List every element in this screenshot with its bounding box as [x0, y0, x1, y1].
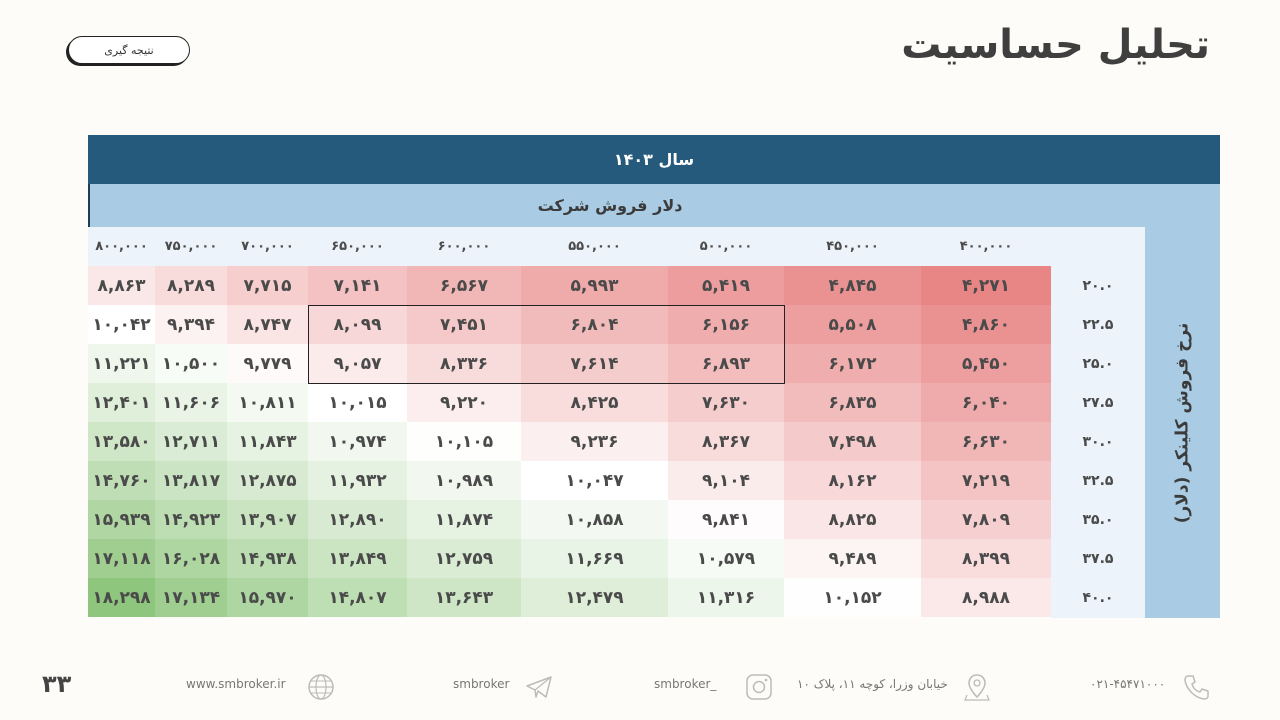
page-number: ۳۳ — [42, 670, 72, 698]
table-cell: ۱۳,۸۱۷ — [155, 461, 227, 500]
table-cell: ۱۱,۶۶۹ — [521, 539, 668, 578]
telegram-handle[interactable]: smbroker — [453, 677, 510, 691]
table-cell: ۴,۸۴۵ — [784, 266, 921, 305]
website-link[interactable]: www.smbroker.ir — [186, 677, 286, 691]
table-cell: ۱۲,۴۷۹ — [521, 578, 668, 617]
table-cell: ۵,۵۰۸ — [784, 305, 921, 344]
table-cell: ۹,۷۷۹ — [227, 344, 308, 383]
table-cell: ۷,۱۴۱ — [308, 266, 407, 305]
table-cell: ۹,۴۸۹ — [784, 539, 921, 578]
row-header: ۲۵.۰ — [1082, 355, 1114, 372]
column-header: ۵۵۰,۰۰۰ — [568, 239, 621, 254]
table-cell: ۱۰,۵۷۹ — [668, 539, 784, 578]
column-header: ۴۰۰,۰۰۰ — [959, 239, 1013, 254]
table-cell: ۱۰,۵۰۰ — [155, 344, 227, 383]
table-cell: ۹,۱۰۴ — [668, 461, 784, 500]
table-cell: ۸,۱۶۲ — [784, 461, 921, 500]
table-cell: ۹,۳۹۴ — [155, 305, 227, 344]
table-cell: ۱۰,۰۴۲ — [88, 305, 155, 344]
address-text: خیابان وزرا، کوچه ۱۱، پلاک ۱۰ — [797, 677, 948, 691]
row-header: ۳۲.۵ — [1082, 472, 1114, 489]
table-cell: ۱۴,۷۶۰ — [88, 461, 155, 500]
table-cell: ۱۱,۸۴۳ — [227, 422, 308, 461]
row-header: ۳۰.۰ — [1082, 433, 1114, 450]
table-cell: ۸,۹۸۸ — [921, 578, 1051, 617]
table-cell: ۴,۲۷۱ — [921, 266, 1051, 305]
table-cell: ۱۴,۹۳۸ — [227, 539, 308, 578]
table-cell: ۱۲,۷۵۹ — [407, 539, 521, 578]
table-cell: ۱۲,۷۱۱ — [155, 422, 227, 461]
table-cell: ۴,۸۶۰ — [921, 305, 1051, 344]
table-cell: ۱۲,۸۷۵ — [227, 461, 308, 500]
row-header: ۲۷.۵ — [1082, 394, 1114, 411]
table-cell: ۱۱,۳۱۶ — [668, 578, 784, 617]
table-cell: ۹,۰۵۷ — [308, 344, 407, 383]
table-cell: ۷,۶۱۴ — [521, 344, 668, 383]
table-cell: ۷,۴۹۸ — [784, 422, 921, 461]
table-cell: ۱۰,۹۷۴ — [308, 422, 407, 461]
table-cell: ۱۰,۸۵۸ — [521, 500, 668, 539]
table-cell: ۶,۶۳۰ — [921, 422, 1051, 461]
phone-icon — [1182, 672, 1212, 702]
table-cell: ۷,۸۰۹ — [921, 500, 1051, 539]
table-cell: ۹,۲۳۶ — [521, 422, 668, 461]
table-cell: ۱۰,۱۰۵ — [407, 422, 521, 461]
instagram-handle[interactable]: smbroker_ — [654, 677, 717, 691]
location-pin-icon — [962, 672, 992, 702]
table-cell: ۸,۲۸۹ — [155, 266, 227, 305]
table-title: سال ۱۴۰۳ — [88, 135, 1220, 184]
table-cell: ۱۶,۰۲۸ — [155, 539, 227, 578]
table-cell: ۶,۰۴۰ — [921, 383, 1051, 422]
table-cell: ۱۰,۹۸۹ — [407, 461, 521, 500]
table-cell: ۱۳,۹۰۷ — [227, 500, 308, 539]
table-cell: ۵,۴۱۹ — [668, 266, 784, 305]
conclusion-nav-button[interactable]: نتیجه گیری — [68, 36, 190, 64]
table-cell: ۸,۸۶۳ — [88, 266, 155, 305]
row-header: ۳۷.۵ — [1082, 550, 1114, 567]
column-header: ۶۰۰,۰۰۰ — [437, 239, 491, 254]
table-cell: ۱۳,۵۸۰ — [88, 422, 155, 461]
column-header: ۵۰۰,۰۰۰ — [699, 239, 753, 254]
table-cell: ۷,۲۱۹ — [921, 461, 1051, 500]
table-cell: ۹,۲۲۰ — [407, 383, 521, 422]
table-cell: ۷,۷۱۵ — [227, 266, 308, 305]
table-cell: ۸,۸۲۵ — [784, 500, 921, 539]
table-cell: ۵,۹۹۳ — [521, 266, 668, 305]
row-header: ۲۲.۵ — [1082, 316, 1114, 333]
table-cell: ۱۰,۱۵۲ — [784, 578, 921, 617]
table-cell: ۱۲,۸۹۰ — [308, 500, 407, 539]
table-cell: ۱۷,۱۳۴ — [155, 578, 227, 617]
table-cell: ۶,۱۷۲ — [784, 344, 921, 383]
table-cell: ۱۰,۸۱۱ — [227, 383, 308, 422]
table-cell: ۷,۴۵۱ — [407, 305, 521, 344]
table-cell: ۶,۸۳۵ — [784, 383, 921, 422]
column-group-header: دلار فروش شرکت — [88, 184, 1220, 227]
row-header: ۲۰.۰ — [1082, 277, 1114, 294]
table-cell: ۹,۸۴۱ — [668, 500, 784, 539]
column-header: ۷۵۰,۰۰۰ — [164, 239, 218, 254]
table-cell: ۸,۰۹۹ — [308, 305, 407, 344]
column-header: ۷۰۰,۰۰۰ — [241, 239, 294, 254]
table-cell: ۱۱,۸۷۴ — [407, 500, 521, 539]
table-cell: ۱۵,۹۷۰ — [227, 578, 308, 617]
column-header: ۶۵۰,۰۰۰ — [331, 239, 384, 254]
table-cell: ۱۷,۱۱۸ — [88, 539, 155, 578]
table-cell: ۸,۳۹۹ — [921, 539, 1051, 578]
instagram-icon — [744, 672, 774, 702]
table-cell: ۱۵,۹۳۹ — [88, 500, 155, 539]
column-header: ۴۵۰,۰۰۰ — [826, 239, 879, 254]
table-cell: ۶,۸۹۳ — [668, 344, 784, 383]
table-cell: ۸,۴۲۵ — [521, 383, 668, 422]
row-header: ۳۵.۰ — [1082, 511, 1114, 528]
table-cell: ۸,۷۴۷ — [227, 305, 308, 344]
row-header: ۴۰.۰ — [1082, 589, 1114, 606]
row-group-header: نرخ فروش کلینکر (دلار) — [1172, 322, 1193, 523]
table-cell: ۶,۵۶۷ — [407, 266, 521, 305]
table-cell: ۱۱,۹۳۲ — [308, 461, 407, 500]
table-cell: ۱۱,۲۲۱ — [88, 344, 155, 383]
table-cell: ۸,۳۶۷ — [668, 422, 784, 461]
table-cell: ۱۰,۰۱۵ — [308, 383, 407, 422]
table-cell: ۸,۳۳۶ — [407, 344, 521, 383]
column-header: ۸۰۰,۰۰۰ — [95, 239, 148, 254]
highlight-box — [308, 305, 785, 384]
telegram-icon — [524, 672, 554, 702]
page-title: تحلیل حساسیت — [901, 22, 1210, 68]
table-cell: ۱۱,۶۰۶ — [155, 383, 227, 422]
phone-number[interactable]: ۰۲۱-۴۵۴۷۱۰۰۰ — [1090, 677, 1166, 691]
table-cell: ۱۳,۸۴۹ — [308, 539, 407, 578]
table-cell: ۱۴,۹۲۳ — [155, 500, 227, 539]
table-cell: ۷,۶۳۰ — [668, 383, 784, 422]
table-cell: ۶,۸۰۴ — [521, 305, 668, 344]
table-cell: ۱۳,۶۴۳ — [407, 578, 521, 617]
table-cell: ۱۴,۸۰۷ — [308, 578, 407, 617]
globe-icon — [306, 672, 336, 702]
table-cell: ۶,۱۵۶ — [668, 305, 784, 344]
table-cell: ۱۸,۲۹۸ — [88, 578, 155, 617]
row-group-header-wrapper — [1145, 227, 1220, 618]
table-cell: ۱۰,۰۴۷ — [521, 461, 668, 500]
table-cell: ۵,۴۵۰ — [921, 344, 1051, 383]
table-cell: ۱۲,۴۰۱ — [88, 383, 155, 422]
